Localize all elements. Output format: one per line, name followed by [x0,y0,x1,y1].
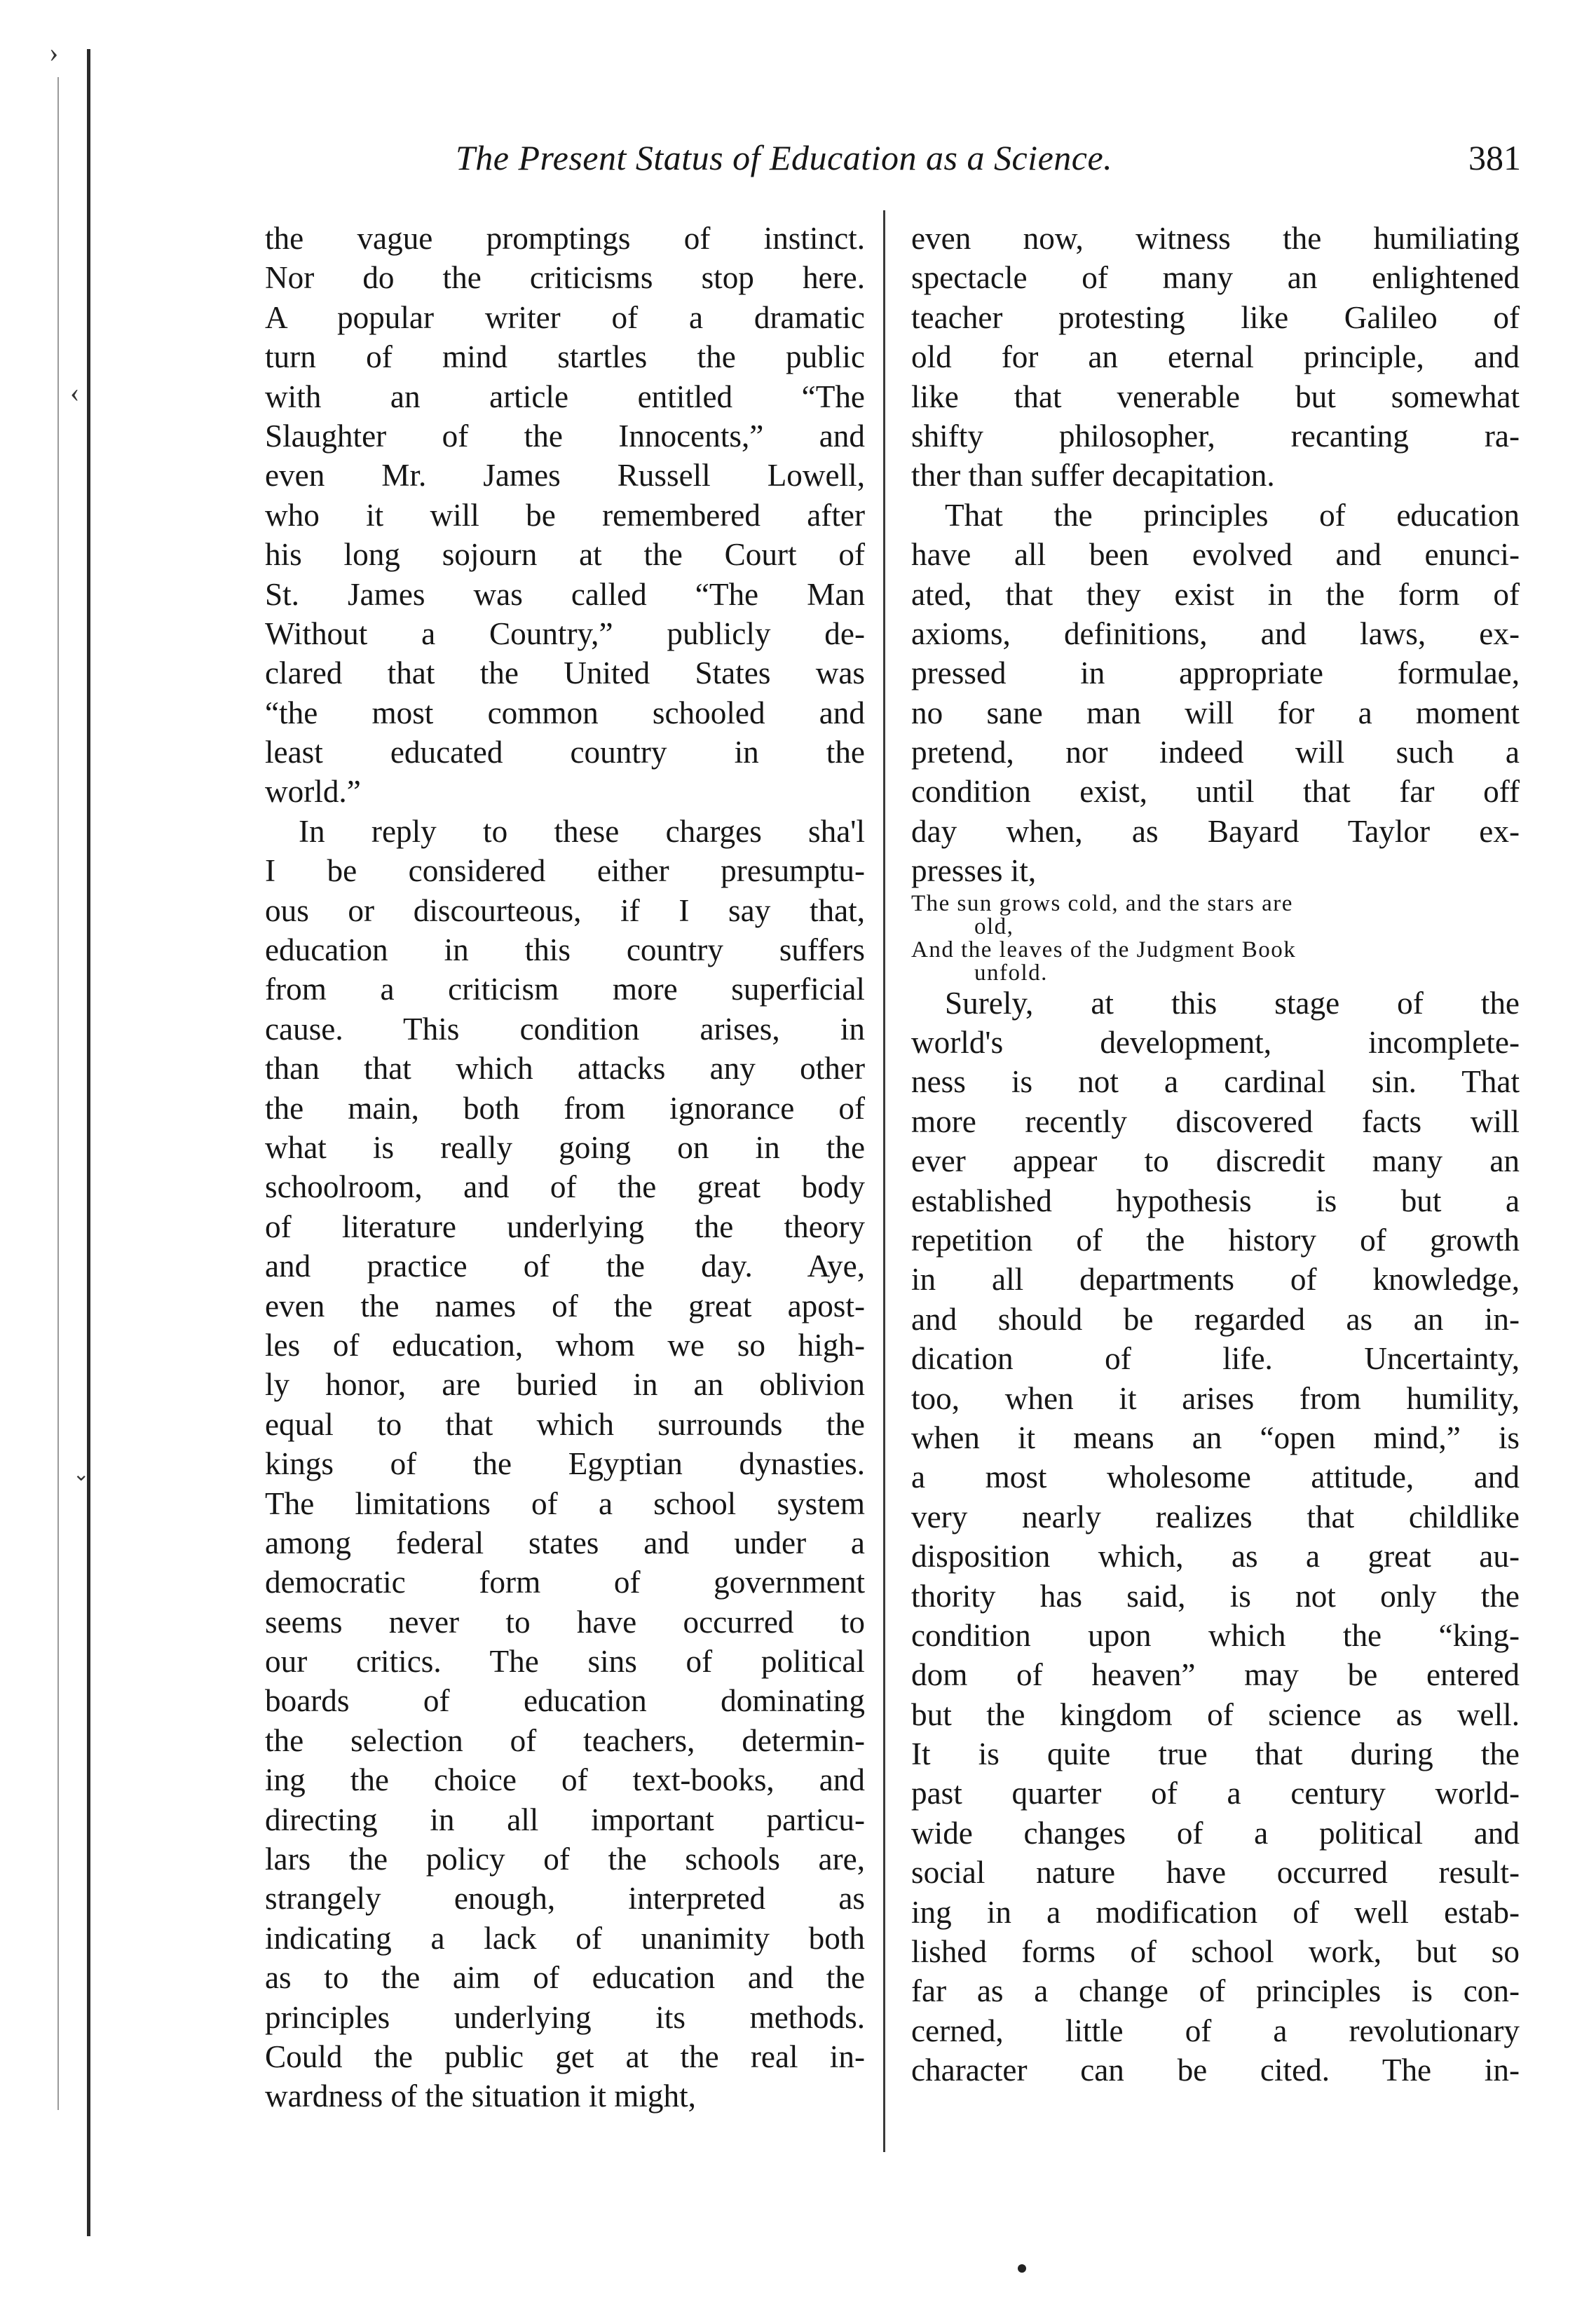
text-line: It is quite true that during the [911,1736,1520,1772]
text-line: lars the policy of the schools are, [265,1842,865,1877]
verse-line: And the leaves of the Judgment Book [911,937,1297,962]
text-line: thority has said, is not only the [911,1578,1520,1614]
text-line: more recently discovered facts will [911,1103,1520,1139]
binding-mark: ⌄ [73,1464,90,1485]
text-line: seems never to have occurred to [265,1604,865,1640]
text-line: cause. This condition arises, in [265,1011,865,1047]
text-line: condition upon which the “king- [911,1617,1520,1653]
text-line: far as a change of principles is con- [911,1973,1520,2009]
text-line: with an article entitled “The [265,379,865,414]
text-line: as to the aim of education and the [265,1960,865,1996]
right-column-text-after-verse [911,984,1520,2090]
text-line: have all been evolved and enunci- [911,537,1520,573]
text-line: even the names of the great apost- [265,1288,865,1323]
verse-line-continuation: old, [974,913,1014,939]
text-line: the selection of teachers, determin- [265,1722,865,1758]
text-line: no sane man will for a moment [911,695,1520,730]
text-line: That the principles of education [945,497,1520,533]
text-line: pressed in appropriate formulae, [911,655,1520,691]
text-line: A popular writer of a dramatic [265,299,865,335]
binding-mark: › [49,36,59,68]
text-line: least educated country in the [265,735,865,770]
text-line: social nature have occurred result- [911,1855,1520,1891]
text-line: cerned, little of a revolutionary [911,2013,1520,2048]
text-line: our critics. The sins of political [265,1644,865,1680]
text-line: wardness of the situation it might, [265,2078,696,2114]
text-line: and practice of the day. Aye, [265,1248,865,1284]
text-line: world's development, incomplete- [911,1025,1520,1061]
text-line: and should be regarded as an in- [911,1301,1520,1337]
text-line: the vague promptings of instinct. [265,221,865,256]
text-line: axioms, definitions, and laws, ex- [911,615,1520,651]
text-line: ther than suffer decapitation. [911,458,1275,494]
text-line: than that which attacks any other [265,1051,865,1087]
text-line: a most wholesome attitude, and [911,1459,1520,1495]
text-line: strangely enough, interpreted as [265,1881,865,1917]
text-line: democratic form of government [265,1565,865,1600]
text-line: dom of heaven” may be entered [911,1657,1520,1693]
text-line: very nearly realizes that childlike [911,1499,1520,1534]
text-line: like that venerable but somewhat [911,379,1520,414]
text-line: Nor do the criticisms stop here. [265,260,865,296]
text-line: shifty philosopher, recanting ra- [911,418,1520,454]
text-line: les of education, whom we so high- [265,1327,865,1363]
text-line: ly honor, are buried in an oblivion [265,1367,865,1403]
text-line: the main, both from ignorance of [265,1090,865,1126]
text-line: condition exist, until that far off [911,774,1520,810]
text-line: ever appear to discredit many an [911,1143,1520,1179]
text-line: spectacle of many an enlightened [911,260,1520,296]
text-line: in all departments of knowledge, [911,1262,1520,1298]
text-line: even Mr. James Russell Lowell, [265,458,865,494]
verse-quotation [911,891,1520,984]
text-line: character can be cited. The in- [911,2053,1520,2088]
text-line: what is really going on in the [265,1129,865,1165]
text-line: of literature underlying the theory [265,1209,865,1244]
text-line: In reply to these charges sha'l [299,813,865,849]
text-line: indicating a lack of unanimity both [265,1920,865,1956]
binding-edge-line-inner [57,77,59,2110]
text-line: but the kingdom of science as well. [911,1696,1520,1732]
text-line: world.” [265,774,361,810]
column-divider [883,210,885,2152]
text-line: ness is not a cardinal sin. That [911,1064,1520,1100]
text-line: kings of the Egyptian dynasties. [265,1446,865,1482]
text-line: schoolroom, and of the great body [265,1169,865,1205]
text-line: day when, as Bayard Taylor ex- [911,813,1520,849]
text-line: repetition of the history of growth [911,1222,1520,1258]
binding-mark: ‹ [70,376,80,408]
verse-line-continuation: unfold. [974,960,1048,986]
text-line: Slaughter of the Innocents,” and [265,418,865,454]
text-line: equal to that which surrounds the [265,1406,865,1442]
right-text-column [911,219,1520,2090]
text-line: when it means an “open mind,” is [911,1420,1520,1455]
text-line: clared that the United States was [265,655,865,691]
text-line: boards of education dominating [265,1683,865,1719]
text-line: wide changes of a political and [911,1815,1520,1851]
text-line: The limitations of a school system [265,1485,865,1521]
text-line: who it will be remembered after [265,497,865,533]
text-line: from a criticism more superficial [265,972,865,1007]
text-line: dication of life. Uncertainty, [911,1341,1520,1377]
text-line: disposition which, as a great au- [911,1539,1520,1574]
left-text-column [265,219,865,2116]
text-line: turn of mind startles the public [265,339,865,375]
text-line: ous or discourteous, if I say that, [265,892,865,928]
text-line: pretend, nor indeed will such a [911,735,1520,770]
text-line: too, when it arises from humility, [911,1380,1520,1416]
text-line: “the most common schooled and [265,695,865,730]
text-line: Without a Country,” publicly de- [265,615,865,651]
text-line: among federal states and under a [265,1525,865,1560]
text-line: I be considered either presumptu- [265,853,865,889]
text-line: Could the public get at the real in- [265,2039,865,2074]
text-line: ing in a modification of well estab- [911,1894,1520,1930]
page-number: 381 [1468,138,1521,177]
running-header [456,137,1521,193]
text-line: old for an eternal principle, and [911,339,1520,375]
text-line: ated, that they exist in the form of [911,576,1520,612]
verse-line: The sun grows cold, and the stars are [911,890,1293,916]
text-line: ing the choice of text-books, and [265,1762,865,1798]
text-line: even now, witness the humiliating [911,221,1520,256]
page-foot-mark [1018,2264,1026,2273]
text-line: principles underlying its methods. [265,1999,865,2035]
running-title: The Present Status of Education as a Science. [456,138,1113,177]
text-line: presses it, [911,853,1037,889]
text-line: Surely, at this stage of the [945,985,1520,1021]
text-line: education in this country suffers [265,932,865,968]
text-line: his long sojourn at the Court of [265,537,865,573]
text-line: St. James was called “The Man [265,576,865,612]
right-column-text-before-verse [911,219,1520,891]
text-line: past quarter of a century world- [911,1776,1520,1811]
text-line: teacher protesting like Galileo of [911,299,1520,335]
text-line: established hypothesis is but a [911,1183,1520,1218]
text-line: lished forms of school work, but so [911,1934,1520,1970]
text-line: directing in all important particu- [265,1802,865,1837]
binding-edge-line [87,49,90,2236]
